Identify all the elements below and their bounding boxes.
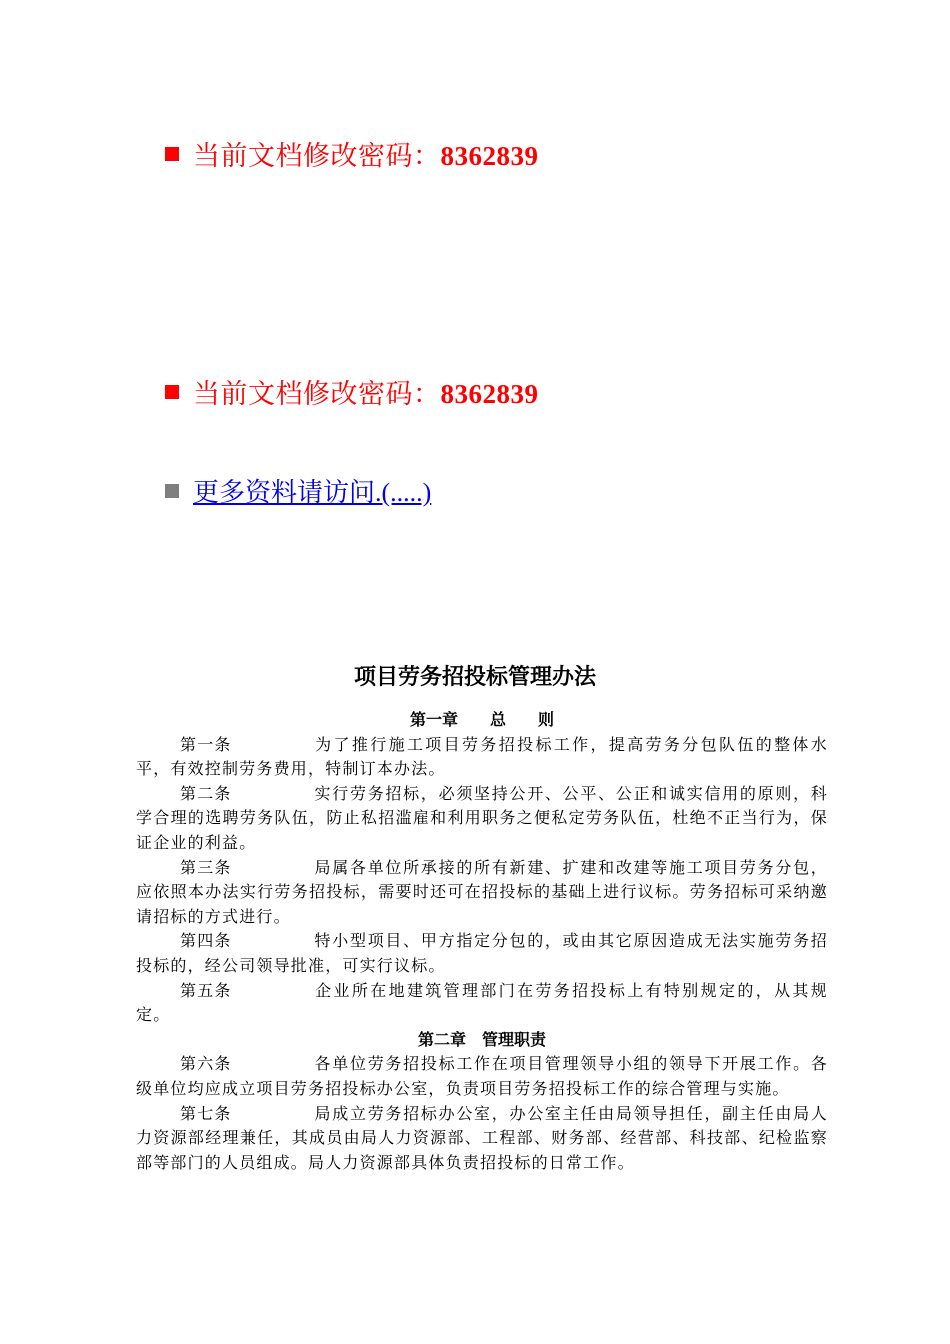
password-code: 8362839 bbox=[440, 379, 539, 409]
password-notice bbox=[193, 134, 539, 173]
article-7 bbox=[136, 1102, 828, 1176]
more-resources-link[interactable]: 更多资料请访问.(.....) bbox=[193, 478, 432, 507]
article-1 bbox=[136, 733, 828, 782]
article-4 bbox=[136, 929, 828, 978]
article-number: 第五条 bbox=[180, 980, 232, 1000]
password-label: 当前文档修改密码： bbox=[193, 141, 441, 172]
article-3 bbox=[136, 856, 828, 930]
password-banner-1 bbox=[165, 134, 539, 173]
password-label: 当前文档修改密码： bbox=[193, 379, 441, 410]
article-text: 特小型项目、甲方指定分包的，或由其它原因造成无法实施劳务招投标的，经公司领导批准，可实行议标。 bbox=[136, 931, 828, 975]
article-number: 第二条 bbox=[180, 783, 232, 803]
password-notice bbox=[193, 372, 539, 411]
chapter-heading: 第二章 管理职责 bbox=[417, 1029, 546, 1049]
gray-square-bullet-icon bbox=[165, 484, 179, 498]
article-text: 为了推行施工项目劳务招投标工作，提高劳务分包队伍的整体水平，有效控制劳务费用，特制订本办法。 bbox=[136, 734, 828, 779]
article-text: 局成立劳务招标办公室，办公室主任由局领导担任，副主任由局人力资源部经理兼任，其成员由局人力资源部、工程部、财务部、经营部、科技部、纪检监察部等部门的人员组成。局人力资源部具体负责招投标的日常工作。 bbox=[136, 1103, 828, 1172]
more-resources-banner bbox=[165, 472, 431, 509]
article-number: 第三条 bbox=[180, 857, 232, 877]
red-square-bullet-icon bbox=[165, 385, 179, 399]
article-text: 企业所在地建筑管理部门在劳务招投标上有特别规定的，从其规定。 bbox=[136, 980, 828, 1025]
article-number: 第四条 bbox=[180, 931, 232, 951]
article-text: 各单位劳务招投标工作在项目管理领导小组的领导下开展工作。各级单位均应成立项目劳务招投标办公室，负责项目劳务招投标工作的综合管理与实施。 bbox=[136, 1054, 828, 1098]
article-2 bbox=[136, 782, 828, 856]
password-banner-2 bbox=[165, 372, 539, 411]
article-number: 第一条 bbox=[180, 734, 232, 754]
article-number: 第七条 bbox=[180, 1103, 232, 1123]
article-text: 实行劳务招标，必须坚持公开、公平、公正和诚实信用的原则，科学合理的选聘劳务队伍，防止私招滥雇和利用职务之便私定劳务队伍，杜绝不正当行为，保证企业的利益。 bbox=[136, 783, 828, 852]
red-square-bullet-icon bbox=[165, 147, 179, 161]
article-text: 局属各单位所承接的所有新建、扩建和改建等施工项目劳务分包，应依照本办法实行劳务招投标，需要时还可在招投标的基础上进行议标。劳务招标可采纳邀请招标的方式进行。 bbox=[136, 857, 828, 926]
document-body bbox=[136, 708, 828, 1175]
article-number: 第六条 bbox=[180, 1054, 232, 1074]
chapter-heading: 第一章 总 则 bbox=[409, 710, 554, 729]
document-title: 项目劳务招投标管理办法 bbox=[353, 664, 596, 690]
password-code: 8362839 bbox=[440, 141, 539, 171]
article-5 bbox=[136, 979, 828, 1028]
article-6 bbox=[136, 1052, 828, 1101]
